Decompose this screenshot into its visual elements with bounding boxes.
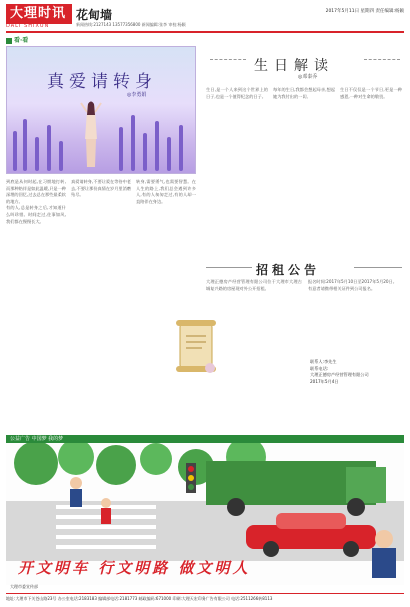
article-paragraph: 转身,需要勇气,也需要智慧。在人生的路上,我们总会遇到许多人,有的人匆匆走过,有的人却一直陪伴在身边。 bbox=[136, 179, 196, 204]
logo-subtitle: DALI SHIXUN bbox=[6, 23, 50, 29]
notice-paragraph: 报名时间:2017年5月10日至2017年5月20日。 bbox=[308, 279, 397, 284]
article-paragraph: 真爱请转身,不要让爱在等待中老去,不要让那份真情在岁月里消磨殆尽。 bbox=[71, 179, 131, 198]
poster-header: 公益广告 中国梦 我的梦 bbox=[6, 435, 404, 443]
lavender-stalk bbox=[23, 119, 27, 171]
right-article bbox=[206, 35, 404, 240]
top-info: 新闻热线:2127143 13577356800 新闻编辑:张李 审校:杨颖 bbox=[76, 22, 186, 27]
lavender-stalk bbox=[119, 127, 123, 171]
page-footer: 地址:大理市下关苍山路23号 办公室电话:2183183 编辑部电话:2181773 邮政编码:671000 印刷:大理天宏印务广告有限公司 电话:2511266转8113 bbox=[6, 593, 404, 603]
masthead bbox=[6, 4, 404, 30]
article-banner bbox=[6, 46, 196, 174]
lavender-stalk bbox=[59, 141, 63, 171]
rental-notice bbox=[206, 245, 404, 391]
article-column-2 bbox=[71, 179, 131, 429]
notice-paragraph: 有意者请携带相关证件到公司报名。 bbox=[308, 285, 376, 291]
article-byline: ◎邓泰乔 bbox=[298, 74, 318, 80]
article-paragraph: 到底是从何时起,在习惯地打转,而那种陪伴是如此温暖,只是一种深埋的回忆,过去总在那些最柔软的地方。 bbox=[6, 179, 66, 204]
article-title: 生日解读 bbox=[254, 58, 334, 74]
article-byline: ◎李勇娟 bbox=[127, 92, 147, 98]
scroll-illustration-icon bbox=[172, 318, 220, 378]
lavender-stalk bbox=[179, 125, 183, 171]
lavender-stalk bbox=[35, 137, 39, 171]
tag-square-icon bbox=[6, 38, 12, 44]
issue-date: 2017年5月11日 星期四 责任编辑:杨颖 bbox=[325, 9, 404, 14]
lavender-stalk bbox=[143, 133, 147, 171]
article-paragraph: 生日不仅仅是一个节日,更是一种感恩,一种对生命的敬畏。 bbox=[340, 87, 402, 99]
contact-line: 联系电话: bbox=[310, 365, 329, 371]
contact-line: 2017年5月4日 bbox=[310, 378, 339, 384]
article-header bbox=[206, 35, 404, 83]
article-paragraph: 每年的生日,我都会想起母亲,想起她为我付出的一切。 bbox=[273, 87, 335, 99]
left-article bbox=[6, 35, 196, 431]
divider bbox=[210, 59, 246, 60]
notice-contact bbox=[310, 359, 400, 385]
lavender-stalk bbox=[47, 125, 51, 171]
notice-title: 招租公告 bbox=[256, 263, 321, 277]
masthead-rule bbox=[6, 31, 404, 33]
poster-slogan: 开文明车 行文明路 做文明人 bbox=[18, 559, 251, 577]
lavender-stalk bbox=[131, 115, 135, 171]
article-paragraph: 有的人,总是转身之后,才知道什么叫珍惜。时间走过,往事如风,我们都在慢慢长大。 bbox=[6, 205, 66, 224]
section-tag bbox=[6, 35, 66, 45]
newspaper-logo: 大理时讯 bbox=[6, 4, 72, 24]
article-column-1 bbox=[206, 87, 268, 237]
notice-paragraph: 大理正德房产经营管理有限公司位于大理市大理古城复兴路的房屋现对外公开招租。 bbox=[206, 279, 302, 291]
woman-figure-icon bbox=[77, 99, 105, 169]
contact-line: 大理正德房产经营管理有限公司 bbox=[310, 372, 369, 377]
lavender-stalk bbox=[13, 131, 17, 171]
article-paragraph: 生日,是一个人来到这个世界上的日子,也是一个值得纪念的日子。 bbox=[206, 87, 268, 99]
divider bbox=[206, 267, 252, 268]
lavender-stalk bbox=[167, 137, 171, 171]
contact-line: 联系人:李先生 bbox=[310, 359, 337, 364]
poster-caption: 大理市委宣传部 bbox=[10, 584, 38, 589]
divider bbox=[364, 59, 400, 60]
article-column-1 bbox=[6, 179, 66, 429]
article-column-2 bbox=[273, 87, 335, 237]
section-name: 花甸墙 bbox=[76, 8, 113, 22]
section-tag-label: 看·看 bbox=[14, 37, 29, 44]
lavender-stalk bbox=[155, 121, 159, 171]
notice-body bbox=[308, 279, 404, 357]
public-service-poster bbox=[6, 435, 404, 585]
article-column-3 bbox=[340, 87, 402, 237]
notice-body bbox=[206, 279, 302, 389]
article-title: 真爱请转身 bbox=[47, 72, 157, 92]
divider bbox=[354, 267, 402, 268]
